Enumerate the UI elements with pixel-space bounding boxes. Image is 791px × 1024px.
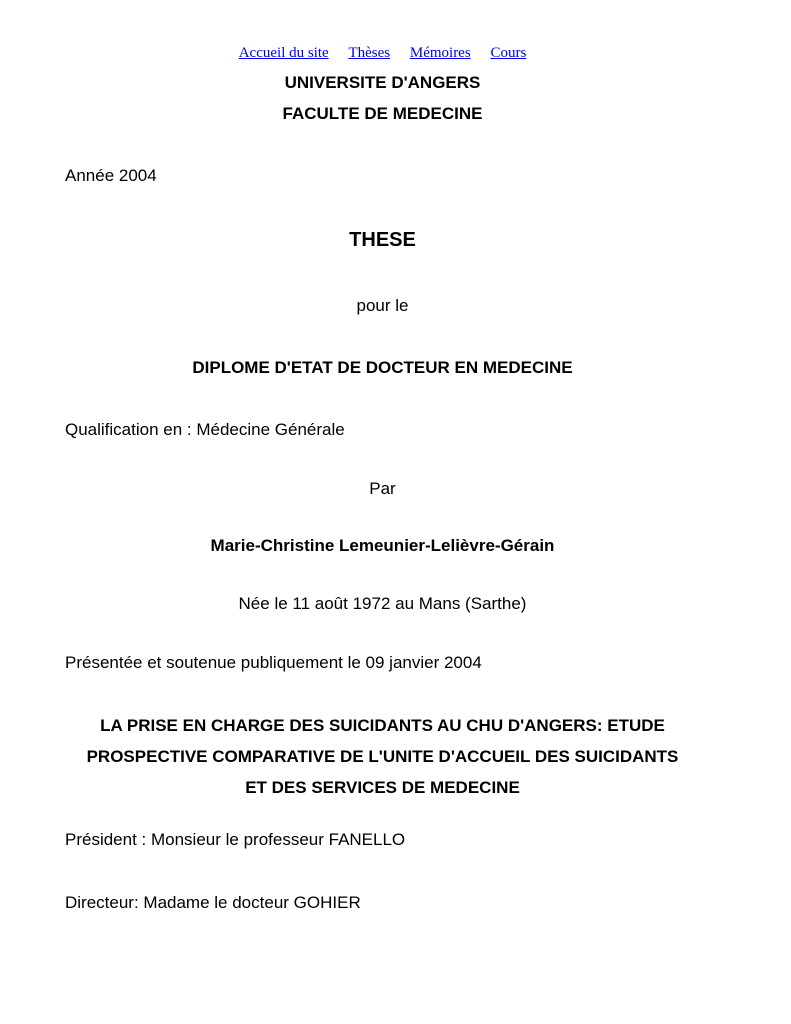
year: Année 2004: [65, 166, 157, 185]
nav-link-home[interactable]: Accueil du site: [238, 45, 329, 61]
president: Président : Monsieur le professeur FANELLO: [65, 830, 406, 849]
author-name: Marie-Christine Lemeunier-Lelièvre-Gérain: [210, 536, 555, 555]
thesis-title-line: LA PRISE EN CHARGE DES SUICIDANTS AU CHU D'ANGERS: ETUDE: [100, 716, 665, 735]
site-navigation: [0, 45, 765, 62]
pour-le-text: pour le: [356, 296, 409, 315]
nav-link-theses[interactable]: Thèses: [348, 45, 391, 61]
thesis-title: [60, 710, 705, 803]
thesis-title-line: PROSPECTIVE COMPARATIVE DE L'UNITE D'ACCUEIL DES SUICIDANTS: [86, 747, 679, 766]
thesis-title-line: ET DES SERVICES DE MEDECINE: [245, 778, 520, 797]
faculty-name: FACULTE DE MEDECINE: [282, 104, 483, 123]
university-name: UNIVERSITE D'ANGERS: [284, 73, 481, 92]
diploma-title: DIPLOME D'ETAT DE DOCTEUR EN MEDECINE: [192, 358, 573, 377]
nav-link-cours[interactable]: Cours: [490, 45, 527, 61]
nav-link-memoires[interactable]: Mémoires: [409, 45, 471, 61]
presentation-date: Présentée et soutenue publiquement le 09 janvier 2004: [65, 653, 482, 672]
birth-info: Née le 11 août 1972 au Mans (Sarthe): [238, 594, 527, 613]
thesis-label: THESE: [349, 229, 416, 251]
par-text: Par: [369, 479, 396, 498]
director: Directeur: Madame le docteur GOHIER: [65, 893, 361, 912]
qualification: Qualification en : Médecine Générale: [65, 420, 345, 439]
